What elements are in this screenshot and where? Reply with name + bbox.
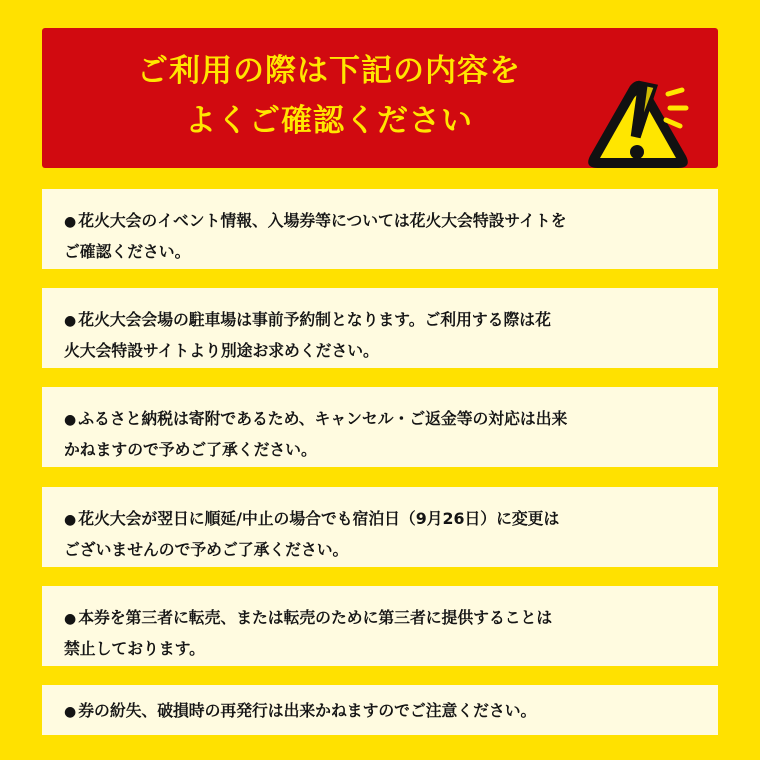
notice-banner bbox=[42, 28, 718, 168]
note-card bbox=[42, 487, 718, 567]
warning-sign-icon bbox=[582, 72, 694, 176]
bullet-icon: ● bbox=[64, 704, 77, 720]
note-card bbox=[42, 586, 718, 666]
note-card bbox=[42, 685, 718, 735]
bullet-icon: ● bbox=[64, 412, 77, 428]
banner-title-line1: ご利用の際は下記の内容を bbox=[137, 53, 521, 89]
note-card bbox=[42, 288, 718, 368]
note-text: 花火大会会場の駐車場は事前予約制となります。ご利用する際は花 bbox=[78, 310, 551, 329]
bullet-icon: ● bbox=[64, 611, 77, 627]
note-text: 火大会特設サイトより別途お求めください。 bbox=[64, 341, 379, 360]
bullet-icon: ● bbox=[64, 512, 77, 528]
banner-title-line2: よくご確認ください bbox=[185, 103, 473, 139]
note-text: 花火大会が翌日に順延/中止の場合でも宿泊日（9月26日）に変更は bbox=[78, 509, 560, 528]
note-text: 本券を第三者に転売、または転売のために第三者に提供することは bbox=[78, 608, 553, 627]
banner-title bbox=[74, 46, 584, 146]
note-text: かねますので予めご了承ください。 bbox=[64, 440, 317, 459]
note-text: ご確認ください。 bbox=[64, 242, 191, 261]
note-text: ふるさと納税は寄附であるため、キャンセル・ご返金等の対応は出来 bbox=[78, 409, 568, 428]
note-text: 禁止しております。 bbox=[64, 639, 205, 658]
note-text: 花火大会のイベント情報、入場券等については花火大会特設サイトを bbox=[78, 211, 567, 230]
note-card bbox=[42, 387, 718, 467]
note-text: 券の紛失、破損時の再発行は出来かねますのでご注意ください。 bbox=[78, 701, 537, 720]
bullet-icon: ● bbox=[64, 214, 77, 230]
note-text: ございませんので予めご了承ください。 bbox=[64, 540, 349, 559]
bullet-icon: ● bbox=[64, 313, 77, 329]
note-card bbox=[42, 189, 718, 269]
